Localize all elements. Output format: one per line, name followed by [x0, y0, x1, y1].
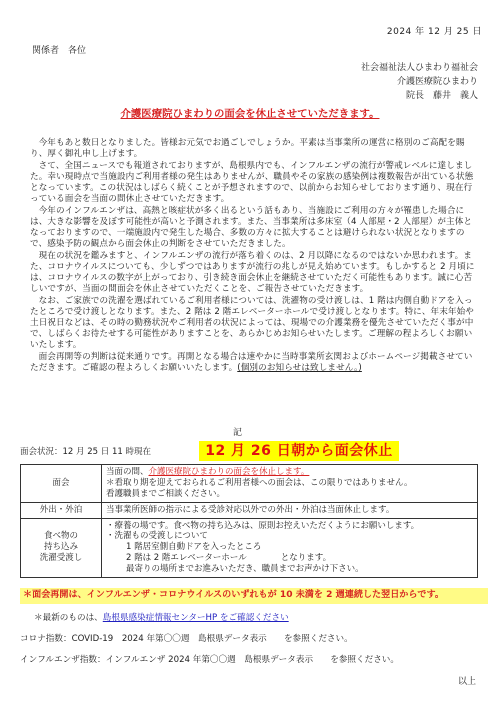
- visit-suspension-banner: 12 月 26 日朝から面会休止: [199, 441, 399, 461]
- visits-cell: [102, 465, 478, 503]
- latest-info-prefix: ＊最新のものは、: [34, 613, 103, 623]
- visits-line-2: ＊看取り期を迎えておられるご利用者様への面会は、この限りではありません。: [106, 477, 413, 488]
- ki-heading: 記: [233, 428, 243, 438]
- visits-line-1: [106, 467, 473, 478]
- body-paragraph-reopening: [30, 352, 478, 374]
- laundry-floor-2-line: 2 階は 2 階エレベーターホール となります。: [126, 553, 332, 564]
- food-rule-line: ・療養の場です。食べ物の持ち込みは、原則お控えいただくようにお願いします。: [106, 520, 420, 531]
- visits-label: 面会: [21, 465, 102, 503]
- covid-index-line: コロナ指数：COVID-19 2024 年第〇〇週 島根県データ表示 を参照ください。: [20, 634, 353, 644]
- table-row-outing: [21, 502, 478, 518]
- food-label-line-1: 食べ物の: [43, 531, 78, 542]
- visits-line-1-prefix: 当面の間、: [106, 467, 149, 477]
- food-label-line-2: 持ち込み: [43, 542, 78, 553]
- sender-block: [361, 62, 478, 104]
- laundry-heading-line: ・洗濯もの受渡しについて: [106, 531, 208, 542]
- document-date: 2024 年 12 月 25 日: [386, 27, 482, 37]
- addressee: 関係者 各位: [32, 46, 87, 56]
- food-laundry-label: [21, 518, 102, 577]
- outing-text: 当事業所医師の指示による受診対応以外での外出・外泊は当面休止します。: [102, 502, 478, 518]
- infection-center-link[interactable]: 島根県感染症情報センターHP をご確認ください: [102, 613, 289, 623]
- body-paragraph-greeting: 今年もあと数日となりました。皆様お元気でお過ごしでしょうか。平素は当事業所の運営に格別のご高配を賜り、厚く御礼申し上げます。: [30, 138, 465, 159]
- visit-info-table: [20, 464, 478, 578]
- body-paragraph-risk: 今年のインフルエンザは、高熱と咳症状が多く出るという話もあり、当施設にご利用の方々が罹患した場合には、大きな影響を及ぼす可能性が高いと予測されます。また、当事業所は多床室（4 人部屋・2 人部屋）が主体となっておりますので、一端施設内で発生した場合、多数の方々に拡大することは避けられない状況となりますので、感染予防の観点から面会休止の判断をさせていただきました。: [30, 206, 473, 249]
- influenza-index-line: インフルエンザ指数：インフルエンザ 2024 年第〇〇週 島根県データ表示 を参照ください。: [20, 655, 399, 665]
- reopening-criteria: ＊面会再開は、インフルエンザ・コロナウイルスのいずれもが 10 未満を 2 週連続した翌日からです。: [20, 588, 488, 604]
- sender-organization: 社会福祉法人ひまわり福祉会: [360, 63, 478, 73]
- body-paragraph-influenza: さて、全国ニュースでも報道されておりますが、島根県内でも、インフルエンザの流行が警戒レベルに達しました。幸い現時点で当施設内ご利用者様の発生はありませんが、職員やその家族の感染例は複数報告が出ている状態となっています。この状況はしばらく続くことが予想されますので、以前からお知らせしております通り、現在行っている面会を当面の間休止させていただきます。: [30, 161, 474, 204]
- visits-suspension-emphasis: 介護医療院ひまわりの面会を休止します。: [148, 467, 310, 477]
- food-laundry-cell: [102, 518, 478, 577]
- notice-body: [30, 138, 478, 374]
- outing-label: 外出・外泊: [21, 502, 102, 518]
- laundry-instruction-line: 最寄りの場所までお進みいただき、職員までお声かけ下さい。: [126, 564, 364, 574]
- closing-mark: 以上: [457, 677, 476, 687]
- table-row-food-laundry: [21, 518, 478, 577]
- sender-facility: 介護医療院ひまわり: [396, 76, 478, 87]
- visit-status-label: 面会状況：12 月 25 日 11 時現在: [20, 447, 151, 457]
- latest-info-line: [34, 613, 289, 624]
- food-label-line-3: 洗濯受渡し: [39, 553, 83, 564]
- notice-title: [0, 108, 500, 121]
- body-paragraph-laundry: なお、ご家族での洗濯を選ばれているご利用者様については、洗濯物の受け渡しは、1 階は内側自動ドアを入ったところで受け渡しとなります。また、2 階は 2 階エレベーターホールで受け渡しとなります。特に、年末年始や土日祝日などは、その時の勤務状況やご利用者の状況によっては、現場での介護業務を優先させていただく事が中で、しばらくお待たせする可能性がありますことを、あらかじめお知らせいたします。ご理解の程よろしくお願いいたします。: [30, 296, 474, 350]
- reopening-main-text: 面会再開等の判断は従来通りです。再開となる場合は速やかに当時事業所玄関およびホームページ掲載させていただきます。ご確認の程よろしくお願いいたします。: [30, 352, 473, 373]
- body-paragraph-outlook: 現在の状況を鑑みますと、インフルエンザの流行が落ち着くのは、2 月以降になるのではないか思われます。また、コロナウイルスについても、少しずつではありますが流行の兆しが見え始めています。もしかすると 2 月頃には、コロナウイルスの数字が上がっており、引き続き面会休止を継続させていただく可能性もあります。誠に心苦しいですが、当面の間面会を休止させていただくことを、ご報告させていただきます。: [30, 251, 475, 294]
- table-row-visits: [21, 465, 478, 503]
- laundry-floor-1-line: 1 階居室側自動ドアを入ったところ: [126, 542, 262, 553]
- sender-director: 院長 藤井 義人: [405, 90, 478, 101]
- visits-line-3: 看護職員までご相談ください。: [106, 488, 226, 499]
- notice-title-text: 介護医療院ひまわりの面会を休止させていただきます。: [120, 108, 380, 120]
- individual-notice-note: (個別のお知らせは致しません。): [237, 363, 362, 373]
